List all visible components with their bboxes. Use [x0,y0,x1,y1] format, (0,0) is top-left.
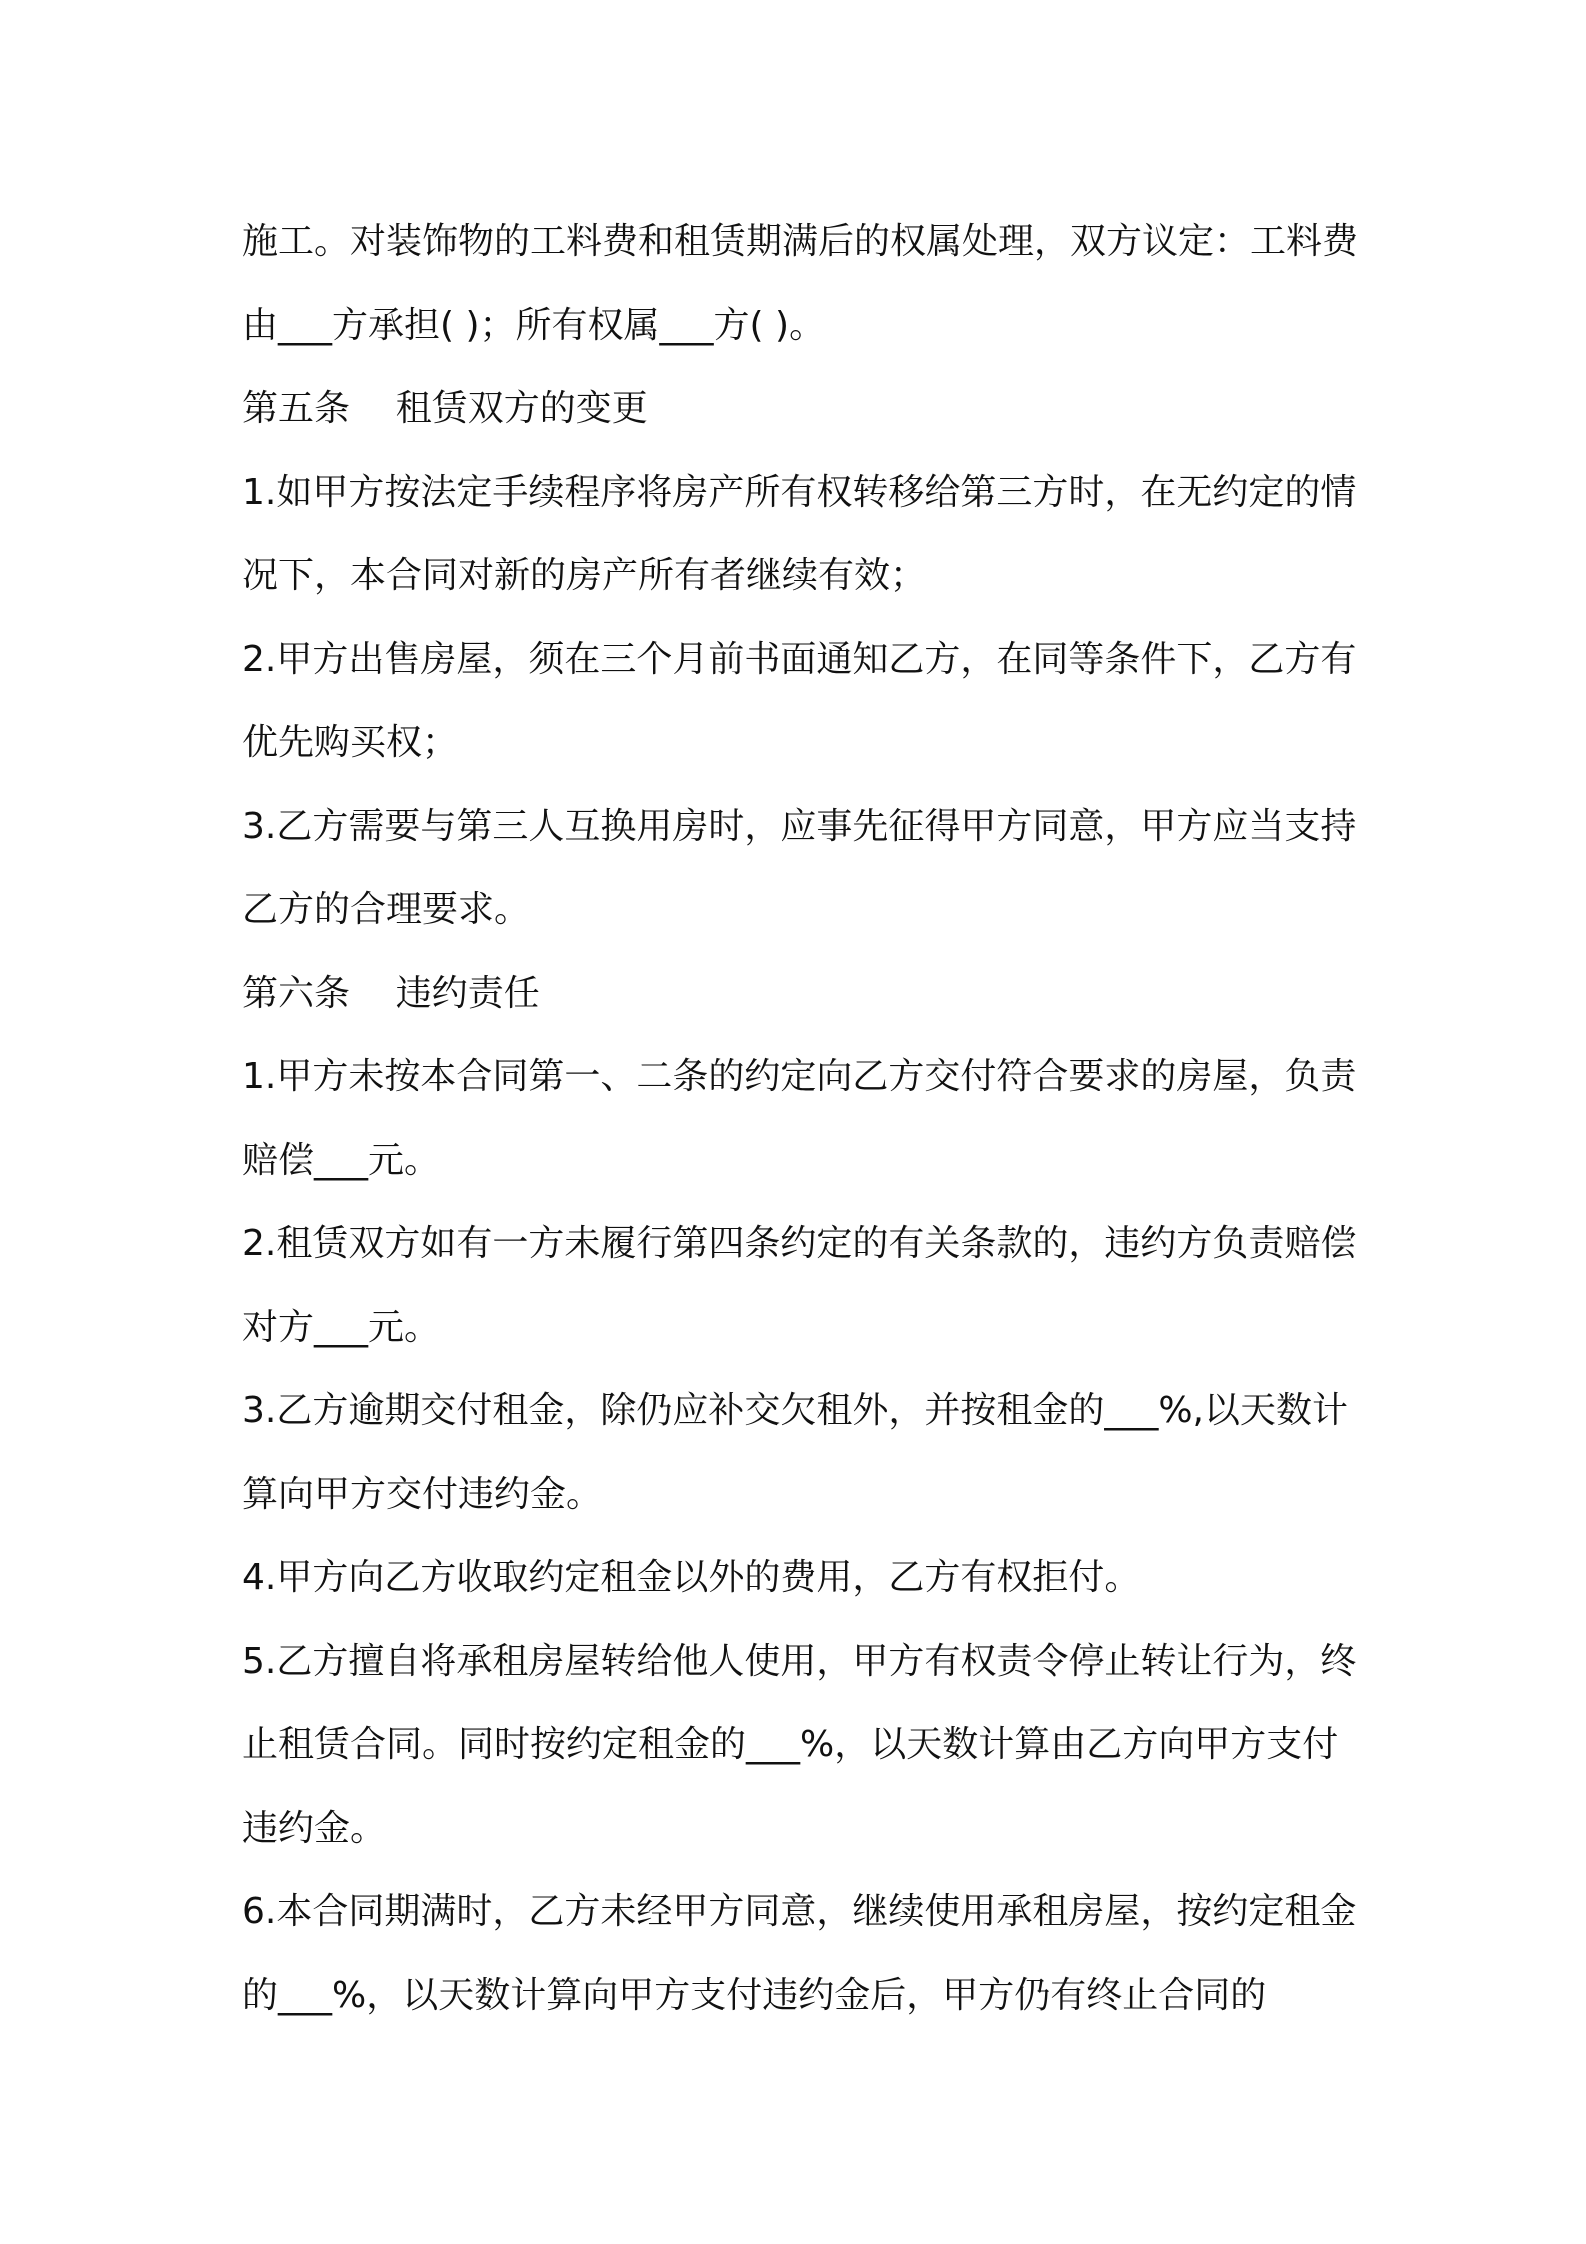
clause-5-3: 3.乙方需要与第三人互换用房时，应事先征得甲方同意，甲方应当支持乙方的合理要求。 [242,805,1357,930]
clause-6-3: 3.乙方逾期交付租金，除仍应补交欠租外，并按租金的___%,以天数计算向甲方交付违约金。 [242,1390,1348,1515]
clause-6-2: 2.租赁双方如有一方未履行第四条约定的有关条款的，违约方负责赔偿对方___元。 [242,1223,1357,1348]
heading-article-5: 第五条 租赁双方的变更 [242,388,648,429]
paragraph-decoration-costs: 施工。对装饰物的工料费和租赁期满后的权属处理，双方议定：工料费由___方承担( )；所有权属___方( )。 [242,221,1359,346]
clause-6-4: 4.甲方向乙方收取约定租金以外的费用，乙方有权拒付。 [242,1557,1141,1598]
clause-5-2: 2.甲方出售房屋，须在三个月前书面通知乙方，在同等条件下，乙方有优先购买权； [242,638,1357,763]
heading-article-6: 第六条 违约责任 [242,972,540,1014]
document-body [242,200,1362,2037]
clause-5-1: 1.如甲方按法定手续程序将房产所有权转移给第三方时，在无约定的情况下，本合同对新的房产所有者继续有效； [242,471,1357,596]
clause-6-6: 6.本合同期满时，乙方未经甲方同意，继续使用承租房屋，按约定租金的___%，以天数计算向甲方支付违约金后，甲方仍有终止合同的 [242,1891,1357,2016]
clause-6-5: 5.乙方擅自将承租房屋转给他人使用，甲方有权责令停止转让行为，终止租赁合同。同时按约定租金的___%，以天数计算由乙方向甲方支付违约金。 [242,1640,1357,1849]
clause-6-1: 1.甲方未按本合同第一、二条的约定向乙方交付符合要求的房屋，负责赔偿___元。 [242,1056,1357,1181]
